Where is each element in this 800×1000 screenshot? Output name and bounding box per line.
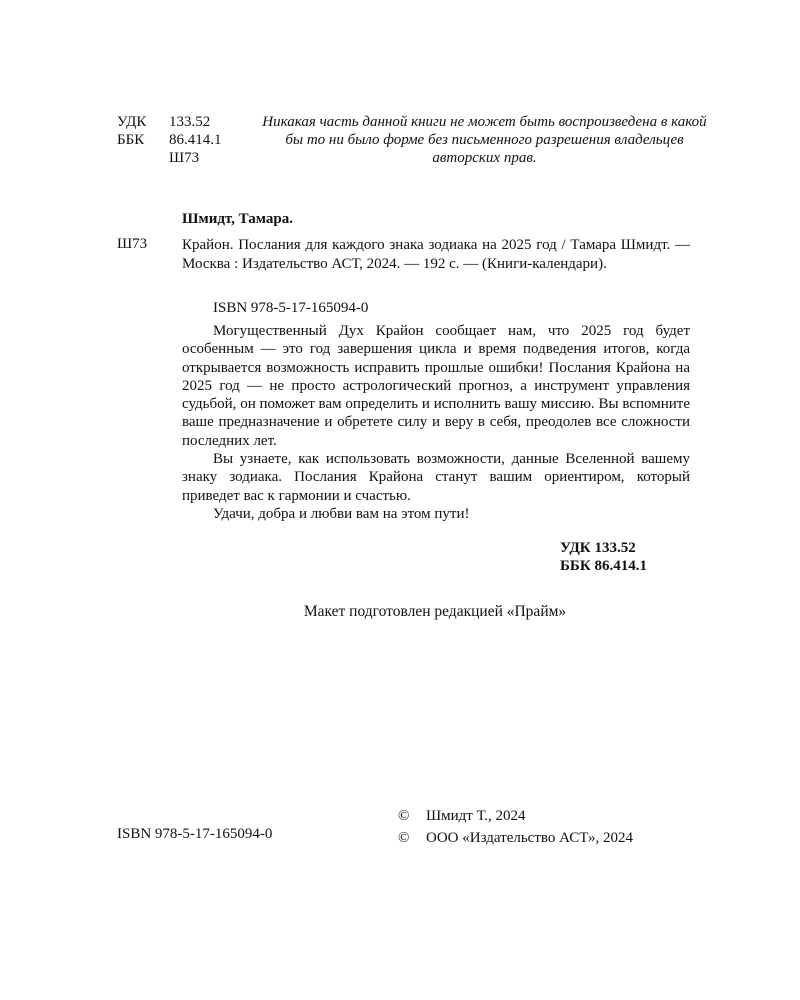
classification-codes <box>117 113 279 167</box>
udk-value: 133.52 <box>169 114 211 130</box>
author-heading: Шмидт, Тамара. <box>182 211 293 227</box>
bibliographic-entry: Крайон. Послания для каждого знака зодиака на 2025 год / Тамара Шмидт. — Москва : Издательство АСТ, 2024. — 192 с. — (Книги-календари). <box>182 237 690 272</box>
copyright-line <box>398 805 633 827</box>
classification-summary <box>560 539 691 575</box>
prepared-by: Макет подготовлен редакцией «Прайм» <box>303 603 567 620</box>
annotation <box>182 322 690 523</box>
annotation-paragraph: Вы узнаете, как использовать возможности, данные Вселенной вашему знаку зодиака. Послания Крайона станут вашим ориентиром, который приведет вас к гармонии и счастью. <box>182 451 690 504</box>
copyright-line <box>398 827 633 849</box>
udk-summary: УДК 133.52 <box>560 540 636 556</box>
copyright-icon: © <box>398 830 410 846</box>
shelf-mark: Ш73 <box>117 236 148 252</box>
copyright-block <box>398 805 633 849</box>
isbn-entry: ISBN 978-5-17-165094-0 <box>213 300 369 316</box>
bbk-row <box>117 131 279 149</box>
isbn-bottom: ISBN 978-5-17-165094-0 <box>117 826 273 842</box>
annotation-paragraph: Удачи, добра и любви вам на этом пути! <box>213 505 470 522</box>
copyright-notice: Никакая часть данной книги не может быть воспроизведена в какой бы то ни было форме без письменного разрешения владельцев авторских прав. <box>262 114 707 166</box>
annotation-paragraph: Могущественный Дух Крайон сообщает нам, что 2025 год будет особенным — это год завершения цикла и время подведения итогов, когда открывается возможность исправить прошлые ошибки! Послания Крайона на 2025 год — не просто астрологический прогноз, а инструмент управления судьбой, он поможет вам определить и исполнить вашу миссию. Вы вспомните ваше предназначение и обретете силу и веру в себя, преодолев все сложности последних лет. <box>182 323 690 449</box>
bbk-summary: ББК 86.414.1 <box>560 558 647 574</box>
author-mark: Ш73 <box>169 150 200 166</box>
copyright-icon: © <box>398 808 410 824</box>
author-mark-row <box>117 149 279 167</box>
bbk-label: ББК <box>117 132 145 148</box>
udk-label: УДК <box>117 114 147 130</box>
copyright-text: Шмидт Т., 2024 <box>426 808 526 824</box>
bbk-value: 86.414.1 <box>169 132 222 148</box>
copyright-text: ООО «Издательство АСТ», 2024 <box>426 830 633 846</box>
udk-row <box>117 113 279 131</box>
